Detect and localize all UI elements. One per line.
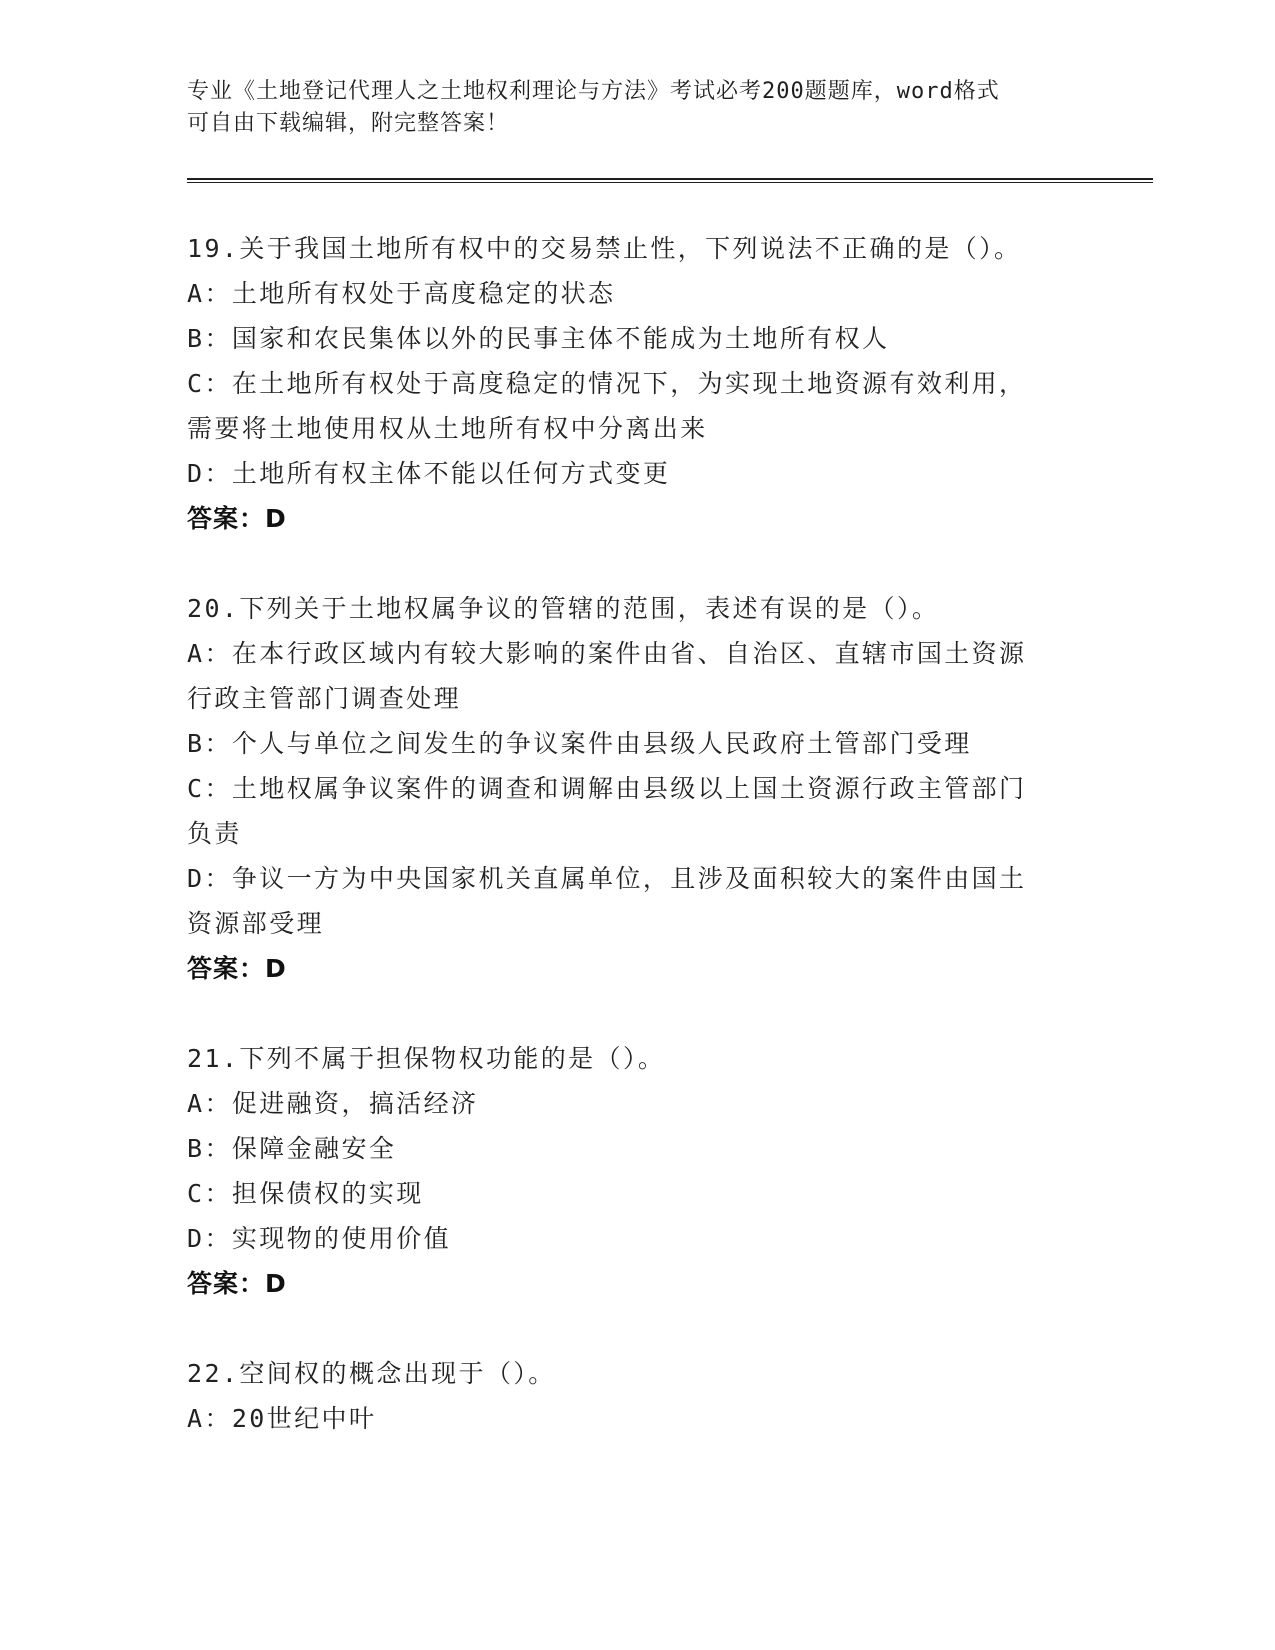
option-b: B：个人与单位之间发生的争议案件由县级人民政府土管部门受理 [187,729,972,758]
answer: 答案：D [187,954,287,983]
answer: 答案：D [187,1269,287,1298]
option-c-line-1: C：在土地所有权处于高度稳定的情况下，为实现土地资源有效利用， [187,369,1027,398]
document-header [187,76,1087,140]
option-b: B：国家和农民集体以外的民事主体不能成为土地所有权人 [187,324,890,353]
option-a: A：20世纪中叶 [187,1404,377,1433]
option-c-line-2: 负责 [187,819,242,848]
question-gap [187,541,1087,586]
option-d: D：实现物的使用价值 [187,1224,452,1253]
option-a-line-1: A：在本行政区域内有较大影响的案件由省、自治区、直辖市国土资源 [187,639,1027,668]
header-divider [187,178,1153,184]
option-b: B：保障金融安全 [187,1134,397,1163]
header-line-2: 可自由下载编辑，附完整答案！ [187,111,510,136]
option-c-line-1: C：土地权属争议案件的调查和调解由县级以上国土资源行政主管部门 [187,774,1027,803]
question-list [187,226,1087,1441]
question-stem: 22.空间权的概念出现于（）。 [187,1359,556,1388]
option-a: A：促进融资，搞活经济 [187,1089,479,1118]
question-stem: 20.下列关于土地权属争议的管辖的范围，表述有误的是（）。 [187,594,940,623]
question-gap [187,1306,1087,1351]
question-22 [187,1351,1087,1441]
option-a: A：土地所有权处于高度稳定的状态 [187,279,616,308]
option-d-line-1: D：争议一方为中央国家机关直属单位，且涉及面积较大的案件由国土 [187,864,1027,893]
answer: 答案：D [187,504,287,533]
divider-thin-line [187,182,1153,183]
question-gap [187,991,1087,1036]
option-a-line-2: 行政主管部门调查处理 [187,684,462,713]
question-stem: 21.下列不属于担保物权功能的是（）。 [187,1044,666,1073]
option-d: D：土地所有权主体不能以任何方式变更 [187,459,671,488]
question-19 [187,226,1087,541]
option-c-line-2: 需要将土地使用权从土地所有权中分离出来 [187,414,708,443]
question-21 [187,1036,1087,1306]
option-d-line-2: 资源部受理 [187,909,325,938]
question-stem: 19.关于我国土地所有权中的交易禁止性，下列说法不正确的是（）。 [187,234,1022,263]
header-line-1: 专业《土地登记代理人之土地权利理论与方法》考试必考200题题库，word格式 [187,79,1000,104]
divider-thick-line [187,178,1153,180]
question-20 [187,586,1087,991]
option-c: C：担保债权的实现 [187,1179,424,1208]
